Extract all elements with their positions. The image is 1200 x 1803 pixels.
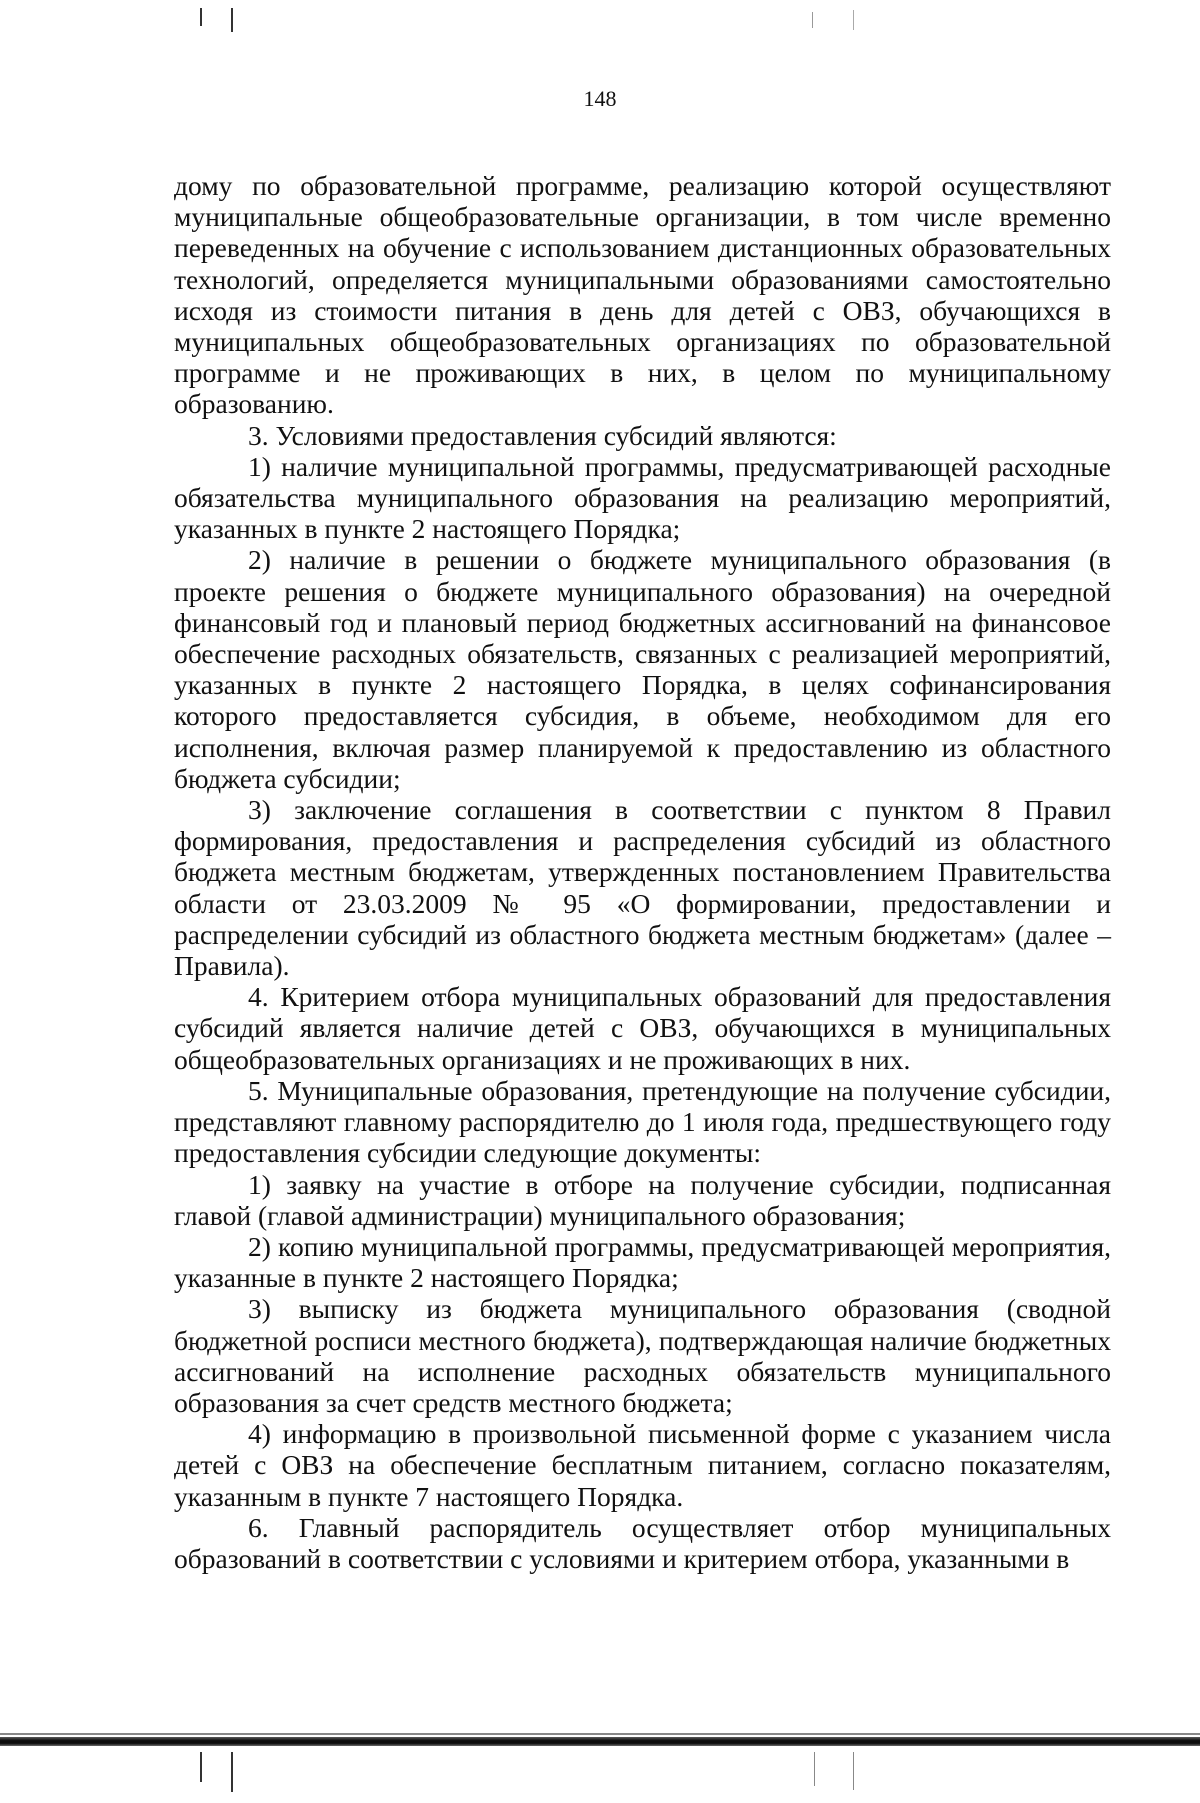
scan-artifact xyxy=(814,1752,815,1786)
paragraph: 2) копию муниципальной программы, предусматривающей мероприятия, указанные в пункте 2 настоящего Порядка; xyxy=(174,1230,1111,1294)
scan-artifact xyxy=(231,8,233,32)
body-text xyxy=(174,170,1111,1574)
scan-artifact xyxy=(853,10,854,30)
paragraph: 6. Главный распорядитель осуществляет отбор муниципальных образований в соответствии с условиями и критерием отбора, указанными в xyxy=(174,1511,1111,1574)
scan-edge-bar xyxy=(0,1737,1200,1746)
scan-artifact xyxy=(812,12,813,28)
paragraph: 1) заявку на участие в отборе на получение субсидии, подписанная главой (главой администрации) муниципального образования; xyxy=(174,1168,1111,1231)
scan-artifact xyxy=(200,1752,202,1782)
paragraph: 3) заключение соглашения в соответствии с пунктом 8 Правил формирования, предоставления и распределения субсидий из областного бюджета местным бюджетам, утвержденных постановлением Правительства области от 23.03.2009 № 95 «О формировании, предоставлении и распределении субсидий из областного бюджета местным бюджетам» (далее – Правила). xyxy=(174,794,1111,982)
paragraph: 5. Муниципальные образования, претендующие на получение субсидии, представляют главному распорядителю до 1 июля года, предшествующего году предоставления субсидии следующие документы: xyxy=(174,1074,1111,1169)
page-number: 148 xyxy=(583,86,617,111)
paragraph: 4. Критерием отбора муниципальных образований для предоставления субсидий является наличие детей с ОВЗ, обучающихся в муниципальных общеобразовательных организациях и не проживающих в них. xyxy=(174,981,1111,1075)
paragraph: 1) наличие муниципальной программы, предусматривающей расходные обязательства муниципального образования на реализацию мероприятий, указанных в пункте 2 настоящего Порядка; xyxy=(174,450,1111,545)
scan-edge-line xyxy=(0,1733,1200,1735)
scan-artifact xyxy=(231,1752,233,1792)
scan-artifact xyxy=(853,1752,854,1790)
paragraph: 3) выписку из бюджета муниципального образования (сводной бюджетной росписи местного бюджета), подтверждающая наличие бюджетных ассигнований на исполнение расходных обязательств муниципального образования за счет средств местного бюджета; xyxy=(174,1293,1111,1418)
paragraph: 2) наличие в решении о бюджете муниципального образования (в проекте решения о бюджете муниципального образования) на очередной финансовый год и плановый период бюджетных ассигнований на финансовое обеспечение расходных обязательств, связанных с реализацией мероприятий, указанных в пункте 2 настоящего Порядка, в целях софинансирования которого предоставляется субсидия, в объеме, необходимом для его исполнения, включая размер планируемой к предоставлению из областного бюджета субсидии; xyxy=(174,544,1111,794)
paragraph: 4) информацию в произвольной письменной форме с указанием числа детей с ОВЗ на обеспечение бесплатным питанием, согласно показателям, указанным в пункте 7 настоящего Порядка. xyxy=(174,1418,1111,1512)
scan-artifact xyxy=(200,8,202,26)
paragraph: 3. Условиями предоставления субсидий являются: xyxy=(248,419,837,451)
paragraph: дому по образовательной программе, реализацию которой осуществляют муниципальные общеобразовательные организации, в том числе временно переведенных на обучение с использованием дистанционных образовательных технологий, определяется муниципальными образованиями самостоятельно исходя из стоимости питания в день для детей с ОВЗ, обучающихся в муниципальных общеобразовательных организациях по образовательной программе и не проживающих в них, в целом по муниципальному образованию. xyxy=(174,170,1111,420)
